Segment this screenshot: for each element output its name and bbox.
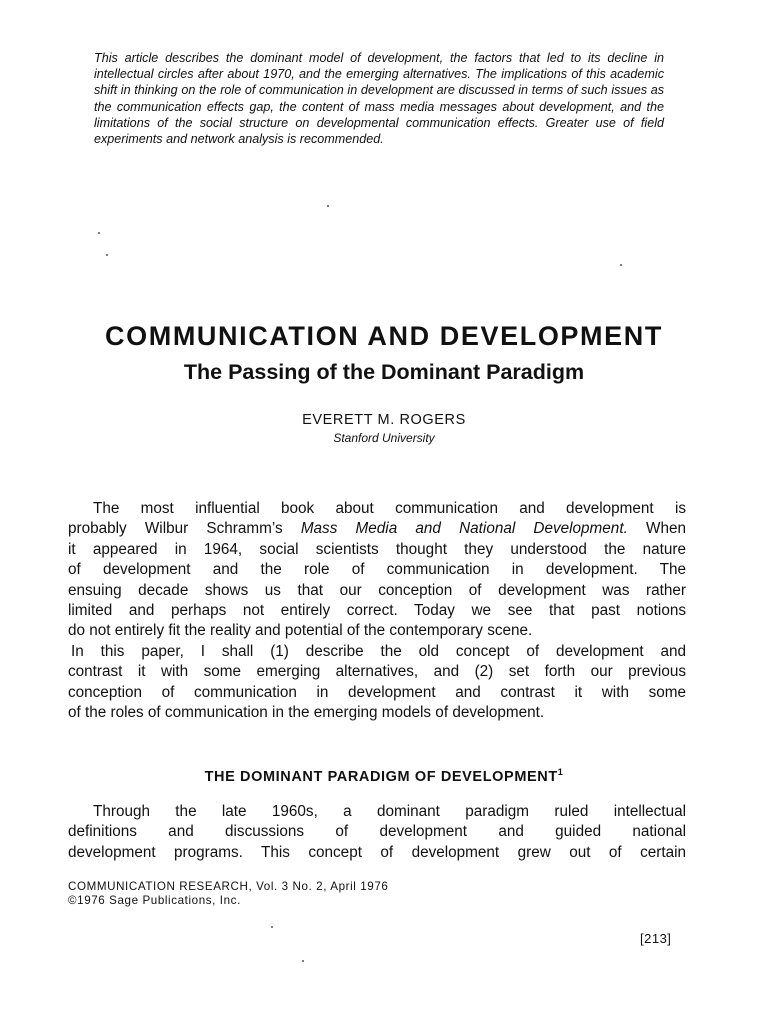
journal-citation: COMMUNICATION RESEARCH, Vol. 3 No. 2, April 1976	[68, 880, 389, 893]
journal-footer	[68, 880, 388, 908]
text-span: When	[627, 520, 686, 538]
copyright-notice: ©1976 Sage Publications, Inc.	[68, 894, 241, 907]
abstract: This article describes the dominant model of development, the factors that led to its decline in intellectual circles after about 1970, and the emerging alternatives. The implications of this academic shift in thinking on the role of communication in development are discussed in terms of such issues as the communication effects gap, the content of mass media messages about development, and the limitations of the social structure on developmental communication effects. Greater use of field experiments and network analysis is recommended.	[94, 51, 664, 147]
text-line: Through the late 1960s, a dominant paradigm ruled intellectual	[93, 803, 686, 820]
scan-speck	[327, 205, 329, 207]
text-line: of the roles of communication in the emerging models of development.	[68, 704, 545, 722]
book-title: Mass Media and National Development.	[300, 520, 628, 538]
paragraph-plan	[68, 642, 686, 724]
text-line: contrast it with some emerging alternatives, and (2) set forth our previous	[68, 663, 686, 681]
text-line: ensuing decade shows us that our conception of development was rather	[68, 581, 686, 599]
text-line: of development and the role of communication in development. The	[68, 561, 686, 579]
scan-speck	[302, 960, 304, 962]
paragraph-dominant-paradigm	[68, 802, 686, 863]
text-line: In this paper, I shall (1) describe the old concept of development and	[71, 643, 686, 660]
text-line: limited and perhaps not entirely correct. Today we see that past notions	[68, 602, 686, 620]
text-line: definitions and discussions of development and guided national	[68, 823, 686, 841]
scan-speck	[98, 232, 100, 234]
section-heading-text: THE DOMINANT PARADIGM OF DEVELOPMENT	[204, 768, 558, 785]
text-line: conception of communication in development and contrast it with some	[68, 683, 686, 701]
text-line: it appeared in 1964, social scientists thought they understood the nature	[68, 540, 686, 558]
footnote-marker: 1	[557, 767, 564, 777]
paragraph-intro	[68, 499, 686, 642]
text-span: probably Wilbur Schramm’s	[68, 520, 301, 538]
article-subtitle: The Passing of the Dominant Paradigm	[183, 360, 585, 384]
text-line: do not entirely fit the reality and potential of the contemporary scene.	[68, 622, 533, 640]
author-affiliation: Stanford University	[333, 431, 435, 445]
page-number: [213]	[640, 931, 672, 946]
article-title: COMMUNICATION AND DEVELOPMENT	[105, 321, 663, 351]
scan-speck	[271, 926, 273, 928]
section-heading	[0, 767, 768, 785]
text-line: The most influential book about communication and development is	[93, 500, 686, 517]
text-line: development programs. This concept of development grew out of certain	[68, 843, 686, 861]
text-line	[68, 519, 686, 539]
scan-speck	[620, 264, 622, 266]
scan-speck	[106, 254, 108, 256]
author-name: EVERETT M. ROGERS	[302, 412, 466, 428]
